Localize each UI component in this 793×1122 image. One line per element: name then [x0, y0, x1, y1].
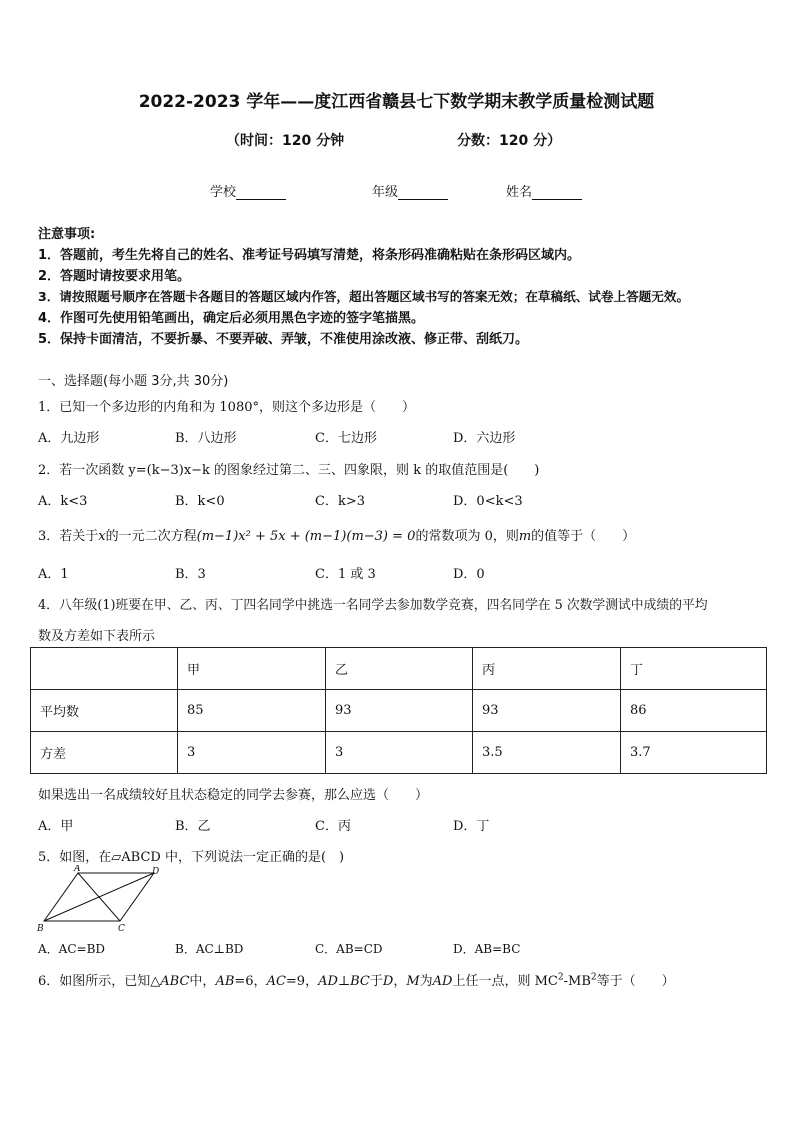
q3-equation: (m−1)x² + 5x + (m−1)(m−3) = 0 [196, 529, 416, 544]
q4-option-b: B．乙 [175, 819, 211, 834]
q1-option-d: D．六边形 [453, 431, 516, 446]
grade-label: 年级 [372, 185, 399, 200]
question-5-stem: 5．如图，在▱ABCD 中，下列说法一定正确的是( ) [38, 850, 345, 865]
table-cell: 乙 [326, 648, 473, 690]
q6-point-d: D [382, 974, 394, 989]
q6-seg-ab: AB [215, 974, 235, 989]
q4-option-a: A．甲 [38, 819, 74, 834]
q6-text: -MB [563, 974, 591, 989]
q5-option-a: A．AC=BD [38, 942, 106, 956]
name-blank [532, 185, 582, 200]
q6-superscript: 2 [590, 972, 597, 983]
q6-text: 上任一点，则 MC [452, 974, 558, 989]
q2-option-d: D．0<k<3 [453, 494, 523, 509]
q6-text: ， [393, 974, 407, 989]
q6-text: ⊥ [337, 974, 351, 989]
q3-option-b: B．3 [175, 567, 206, 582]
q3-text: 的值等于（ ） [531, 529, 636, 544]
notice-item: 1．答题前，考生先将自己的姓名、准考证号码填写清楚，将条形码准确粘贴在条形码区域内。 [38, 248, 581, 263]
table-cell: 平均数 [31, 690, 178, 732]
q6-seg-bc: BC [350, 974, 370, 989]
table-cell: 方差 [31, 732, 178, 774]
grade-blank [398, 185, 448, 200]
q6-text: 中， [189, 974, 216, 989]
name-field [506, 181, 582, 200]
vertex-label-a: A [74, 865, 81, 874]
table-header-row [31, 648, 767, 690]
score-table [30, 647, 767, 774]
school-label: 学校 [210, 185, 237, 200]
vertex-label-b: B [37, 924, 44, 934]
notice-item: 4．作图可先使用铅笔画出，确定后必须用黑色字迹的签字笔描黑。 [38, 311, 425, 326]
school-blank [236, 185, 286, 200]
q5-option-b: B．AC⊥BD [175, 942, 244, 956]
q4-option-c: C．丙 [315, 819, 351, 834]
q1-option-c: C．七边形 [315, 431, 377, 446]
table-cell: 85 [178, 690, 326, 732]
q6-superscript: 2 [557, 972, 564, 983]
table-cell: 93 [326, 690, 473, 732]
question-6-stem [38, 970, 675, 989]
notice-item: 5．保持卡面清洁，不要折暴、不要弄破、弄皱，不准使用涂改液、修正带、刮纸刀。 [38, 332, 529, 347]
grade-field [372, 181, 448, 200]
page-title: 2022-2023 学年——度江西省赣县七下数学期末教学质量检测试题 [138, 92, 655, 112]
table-row [31, 690, 767, 732]
table-cell: 3 [178, 732, 326, 774]
q1-option-b: B．八边形 [175, 431, 237, 446]
question-3-stem [38, 525, 635, 544]
q6-triangle: ABC [160, 974, 190, 989]
q3-option-d: D．0 [453, 567, 485, 582]
question-4-stem-cont: 数及方差如下表所示 [38, 629, 156, 644]
q3-var-x: x [98, 529, 106, 544]
table-cell: 3 [326, 732, 473, 774]
table-cell: 甲 [178, 648, 326, 690]
q3-text: 的常数项为 0，则 [415, 529, 519, 544]
table-cell: 3.5 [473, 732, 621, 774]
q3-var-m: m [518, 529, 532, 544]
exam-time: （时间：120 分钟 [226, 133, 345, 149]
q5-option-c: C．AB=CD [315, 942, 383, 956]
table-cell: 3.7 [621, 732, 767, 774]
table-cell: 丙 [473, 648, 621, 690]
q6-text: =6， [234, 974, 267, 989]
vertex-label-d: D [152, 867, 160, 877]
q3-option-a: A．1 [38, 567, 69, 582]
question-2-stem: 2．若一次函数 y=(k−3)x−k 的图象经过第二、三、四象限，则 k 的取值范围是( ) [38, 463, 540, 478]
question-4-followup: 如果选出一名成绩较好且状态稳定的同学去参赛，那么应选（ ） [38, 788, 429, 803]
notice-heading: 注意事项: [38, 227, 96, 242]
q6-text: 6．如图所示，已知△ [38, 974, 161, 989]
q5-option-d: D．AB=BC [453, 942, 521, 956]
school-field [210, 181, 286, 200]
table-cell: 93 [473, 690, 621, 732]
table-cell: 86 [621, 690, 767, 732]
q6-text: 为 [419, 974, 433, 989]
q4-option-d: D．丁 [453, 819, 490, 834]
question-4-stem: 4．八年级(1)班要在甲、乙、丙、丁四名同学中挑选一名同学去参加数学竞赛，四名同学在 5 次数学测试中成绩的平均 [38, 598, 708, 613]
q6-text: 等于（ ） [596, 974, 675, 989]
q6-point-m: M [406, 974, 420, 989]
table-cell [31, 648, 178, 690]
q6-seg-ad: AD [432, 974, 453, 989]
q6-seg-ac: AC [266, 974, 286, 989]
q6-seg-ad: AD [318, 974, 338, 989]
section-heading: 一、选择题(每小题 3分,共 30分) [38, 374, 229, 389]
q3-text: 的一元二次方程 [105, 529, 197, 544]
q6-text: 于 [369, 974, 383, 989]
q2-option-b: B．k<0 [175, 494, 225, 509]
q2-option-a: A．k<3 [38, 494, 88, 509]
q6-text: =9， [285, 974, 319, 989]
exam-score: 分数：120 分） [457, 133, 562, 149]
vertex-label-c: C [118, 924, 125, 934]
notice-item: 2．答题时请按要求用笔。 [38, 269, 191, 284]
q3-text: 3．若关于 [38, 529, 99, 544]
name-label: 姓名 [506, 185, 533, 200]
question-1-stem: 1．已知一个多边形的内角和为 1080°，则这个多边形是（ ） [38, 400, 415, 415]
q2-option-c: C．k>3 [315, 494, 365, 509]
table-cell: 丁 [621, 648, 767, 690]
q1-option-a: A．九边形 [38, 431, 100, 446]
notice-item: 3．请按照题号顺序在答题卡各题目的答题区域内作答，超出答题区域书写的答案无效；在草稿纸、试卷上答题无效。 [38, 289, 690, 304]
q3-option-c: C．1 或 3 [315, 567, 376, 582]
table-row [31, 732, 767, 774]
parallelogram-figure [36, 865, 166, 935]
